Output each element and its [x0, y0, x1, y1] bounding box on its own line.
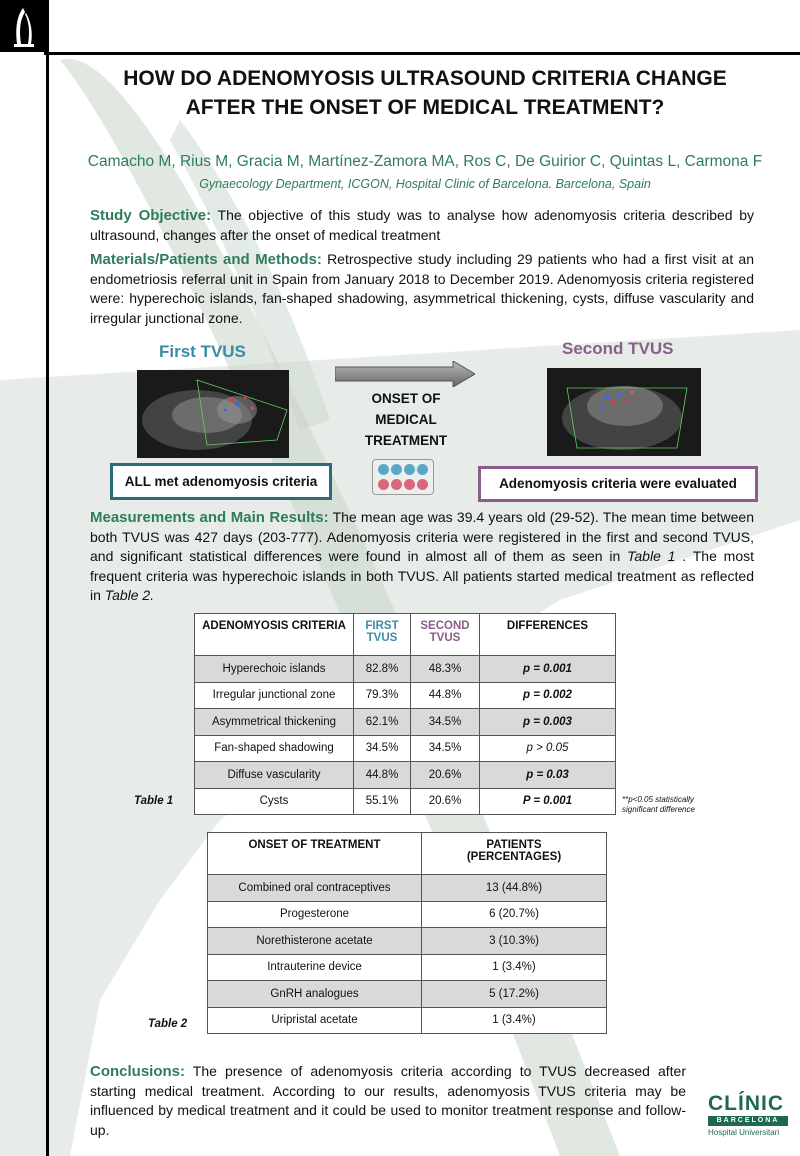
- table-row: [208, 901, 607, 928]
- table-row: [208, 981, 607, 1008]
- hospital-emblem: [0, 0, 46, 52]
- second-ultrasound-image: [547, 368, 701, 456]
- table1-label: Table 1: [134, 795, 174, 807]
- methods-heading: Materials/Patients and Methods:: [90, 251, 322, 268]
- treatment-table: [207, 832, 607, 1034]
- table-row: [195, 682, 616, 709]
- table-cell: p > 0.05: [480, 735, 616, 762]
- table-cell: 13 (44.8%): [422, 875, 607, 902]
- clinic-logo-name: CLÍNIC: [708, 1092, 784, 1115]
- header-rule: [44, 52, 800, 55]
- header-second-tvus: SECOND TVUS: [411, 614, 480, 656]
- table-cell: Combined oral contraceptives: [208, 875, 422, 902]
- table-cell: 20.6%: [411, 788, 480, 815]
- table-cell: GnRH analogues: [208, 981, 422, 1008]
- table-cell: P = 0.001: [480, 788, 616, 815]
- table-header-row: [208, 833, 607, 875]
- table-cell: 44.8%: [354, 762, 411, 789]
- conclusions-section: [90, 1062, 686, 1140]
- header-criteria: ADENOMYOSIS CRITERIA: [195, 614, 354, 656]
- clinic-logo-city: BARCELONA: [708, 1116, 788, 1126]
- left-rule: [46, 0, 49, 1156]
- table-cell: 48.3%: [411, 656, 480, 683]
- table-cell: p = 0.001: [480, 656, 616, 683]
- table-cell: 6 (20.7%): [422, 901, 607, 928]
- header-first-tvus: FIRST TVUS: [354, 614, 411, 656]
- methods-section: [90, 250, 754, 328]
- table-header-row: [195, 614, 616, 656]
- table-cell: 55.1%: [354, 788, 411, 815]
- table-row: [195, 762, 616, 789]
- table-cell: 62.1%: [354, 709, 411, 736]
- table-cell: Fan-shaped shadowing: [195, 735, 354, 762]
- table-row: [208, 928, 607, 955]
- table-cell: 20.6%: [411, 762, 480, 789]
- table-cell: Progesterone: [208, 901, 422, 928]
- header-onset: ONSET OF TREATMENT: [208, 833, 422, 875]
- pill-pack-icon: [372, 459, 434, 495]
- second-tvus-result-box: Adenomyosis criteria were evaluated: [478, 466, 758, 502]
- authors: Camacho M, Rius M, Gracia M, Martínez-Zamora MA, Ros C, De Guirior C, Quintas L, Carmona F: [87, 153, 763, 170]
- second-tvus-label: Second TVUS: [562, 339, 674, 358]
- onset-treatment-label: ONSET OF MEDICAL TREATMENT: [364, 391, 448, 448]
- table1-footnote: **p<0.05 statistically significant difference: [622, 795, 695, 814]
- header-patients: PATIENTS (PERCENTAGES): [422, 833, 607, 875]
- results-text-2: . The most frequent criteria was hyperechoic islands in both TVUS. All patients started medical treatment as reflected in: [90, 548, 754, 603]
- first-ultrasound-image: [137, 370, 289, 458]
- arrow-right-icon: [335, 361, 475, 387]
- table-cell: 44.8%: [411, 682, 480, 709]
- table-cell: p = 0.002: [480, 682, 616, 709]
- table-row: [208, 875, 607, 902]
- conclusions-heading: Conclusions:: [90, 1063, 186, 1080]
- objective-section: [90, 206, 754, 245]
- poster-title: HOW DO ADENOMYOSIS ULTRASOUND CRITERIA CHANGE AFTER THE ONSET OF MEDICAL TREATMENT?: [123, 67, 727, 119]
- results-heading: Measurements and Main Results:: [90, 509, 329, 526]
- table-cell: Cysts: [195, 788, 354, 815]
- first-tvus-result-box: ALL met adenomyosis criteria: [110, 463, 332, 500]
- table-cell: 1 (3.4%): [422, 954, 607, 981]
- results-section: [90, 508, 754, 606]
- table2-label: Table 2: [148, 1018, 188, 1030]
- emblem-icon: [0, 0, 46, 52]
- table-cell: Uripristal acetate: [208, 1007, 422, 1034]
- first-tvus-label: First TVUS: [159, 342, 246, 361]
- table-cell: 82.8%: [354, 656, 411, 683]
- table2-reference: Table 2.: [104, 587, 155, 603]
- table-cell: Diffuse vascularity: [195, 762, 354, 789]
- table-row: [195, 709, 616, 736]
- table-row: [195, 735, 616, 762]
- methods-text: Retrospective study including 29 patients who had a first visit at an endometriosis referral unit in Spain from January 2018 to December 2019. Adenomyosis criteria registered were: hyperechoic islands, fan-shaped shadowing, asymmetrical thickening, cysts, diffuse vascularity and irregular junctional zone.: [90, 251, 754, 326]
- table-cell: Irregular junctional zone: [195, 682, 354, 709]
- table-row: [208, 1007, 607, 1034]
- affiliation: Gynaecology Department, ICGON, Hospital Clinic of Barcelona. Barcelona, Spain: [199, 177, 651, 191]
- table1-reference: Table 1: [627, 548, 676, 564]
- table-row: [195, 656, 616, 683]
- table-cell: 34.5%: [411, 735, 480, 762]
- table-cell: p = 0.003: [480, 709, 616, 736]
- table-cell: 3 (10.3%): [422, 928, 607, 955]
- table-cell: 34.5%: [354, 735, 411, 762]
- table-cell: 5 (17.2%): [422, 981, 607, 1008]
- objective-heading: Study Objective:: [90, 207, 212, 224]
- table-cell: p = 0.03: [480, 762, 616, 789]
- results-text-1: The mean age was 39.4 years old (29-52). The mean time between both TVUS was 427 days (203-777). Adenomyosis criteria were registered in the first and second TVUS, and significant statistical differences were found in almost all of them as seen in: [90, 509, 754, 564]
- table-cell: 79.3%: [354, 682, 411, 709]
- table-cell: 34.5%: [411, 709, 480, 736]
- objective-text: The objective of this study was to analyse how adenomyosis criteria described by ultrasound, changes after the onset of medical treatment: [90, 207, 754, 243]
- conclusions-text: The presence of adenomyosis criteria according to TVUS decreased after starting medical treatment. According to our results, adenomyosis TVUS criteria may be influenced by medical treatment and it could be used to monitor treatment response and follow-up.: [90, 1063, 686, 1138]
- table-cell: Intrauterine device: [208, 954, 422, 981]
- table-cell: Asymmetrical thickening: [195, 709, 354, 736]
- criteria-table: [194, 613, 616, 815]
- table-cell: 1 (3.4%): [422, 1007, 607, 1034]
- table-row: [195, 788, 616, 815]
- header-differences: DIFFERENCES: [480, 614, 616, 656]
- clinic-logo: [708, 1093, 788, 1137]
- table-cell: Norethisterone acetate: [208, 928, 422, 955]
- clinic-logo-subtitle: Hospital Universitari: [708, 1128, 780, 1137]
- table-row: [208, 954, 607, 981]
- table-cell: Hyperechoic islands: [195, 656, 354, 683]
